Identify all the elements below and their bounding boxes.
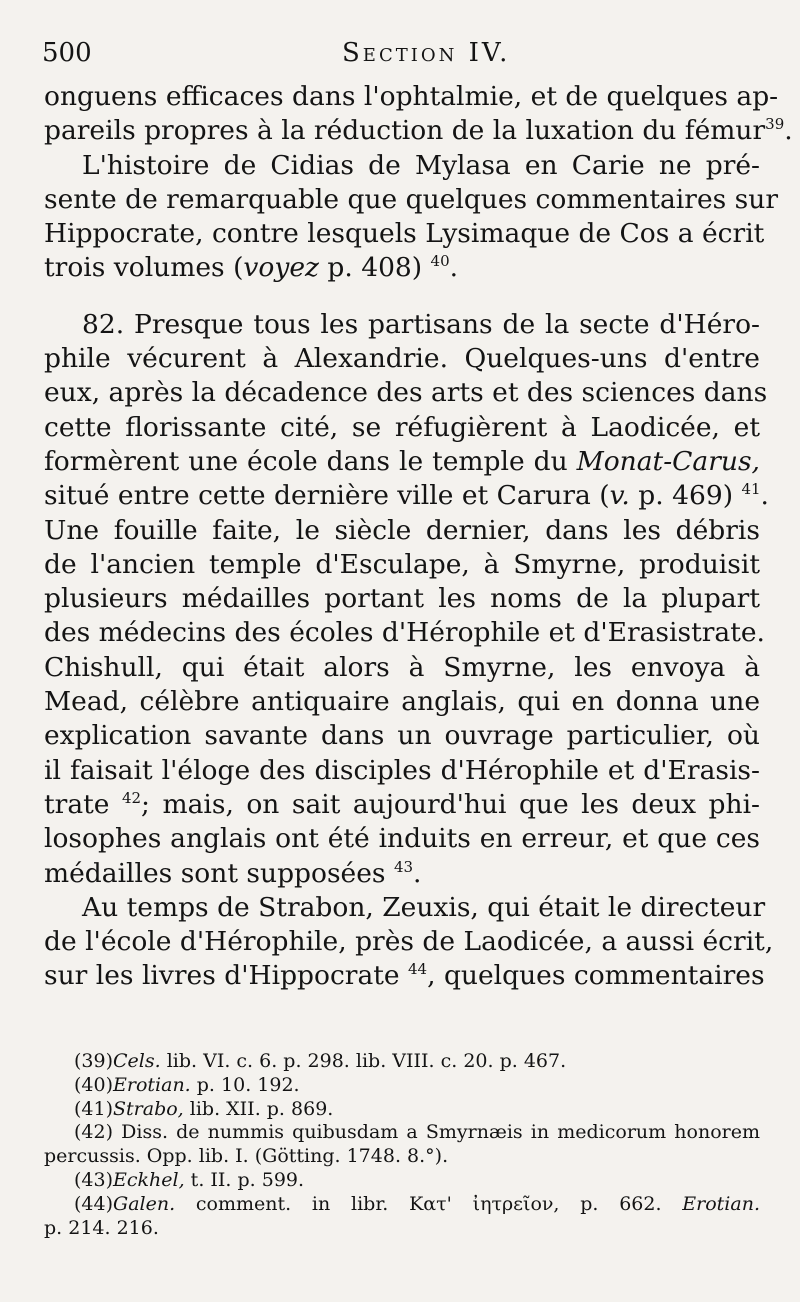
text-line: trois volumes (voyez p. 408) $^{40}$. xyxy=(44,252,459,284)
text-line: Une fouille faite, le siècle dernier, dans les débris xyxy=(44,514,760,546)
footnote-44: (44)Galen. comment. in libr. Κατ' ἰητρεῖον, p. 662. Erotian. xyxy=(74,1192,760,1215)
text-line: losophes anglais ont été induits en erreur, et que ces xyxy=(44,823,760,855)
footnote-40: (40)Erotian. p. 10. 192. xyxy=(74,1073,300,1096)
text-line: plusieurs médailles portant les noms de la plupart xyxy=(44,583,760,615)
footnote-ref-42: 42 xyxy=(121,789,142,808)
footnote-ref-41: 41 xyxy=(741,480,761,499)
text-line: formèrent une école dans le temple du Monat-Carus, xyxy=(44,445,760,477)
text-line: phile vécurent à Alexandrie. Quelques-uns d'entre xyxy=(44,343,760,375)
footnote-44-continued: p. 214. 216. xyxy=(44,1216,159,1239)
footnote-41: (41)Strabo, lib. XII. p. 869. xyxy=(74,1097,334,1120)
text-line: explication savante dans un ouvrage particulier, où xyxy=(44,720,760,752)
text-line: de l'ancien temple d'Esculape, à Smyrne, produisit xyxy=(44,548,760,580)
page-header xyxy=(42,38,770,72)
text-line: de l'école d'Hérophile, près de Laodicée, a aussi écrit, xyxy=(44,926,774,958)
text-line: médailles sont supposées $^{43}$. xyxy=(44,857,422,889)
text-line: onguens efficaces dans l'ophtalmie, et de quelques ap- xyxy=(44,81,779,112)
text-line: L'histoire de Cidias de Mylasa en Carie ne pré- xyxy=(82,149,760,181)
text-line: pareils propres à la réduction de la luxation du fémur$^{39}$. xyxy=(44,115,793,147)
footnotes xyxy=(44,1050,760,1240)
text-line: Mead, célèbre antiquaire anglais, qui en donna une xyxy=(44,686,760,718)
footnote-39: (39)Cels. lib. VI. c. 6. p. 298. lib. VIII. c. 20. p. 467. xyxy=(74,1050,567,1072)
footnote-ref-39: 39 xyxy=(765,115,785,134)
body-text xyxy=(44,80,793,994)
text-line: cette florissante cité, se réfugièrent à Laodicée, et xyxy=(44,411,760,443)
page-number: 500 xyxy=(42,38,92,68)
text-line: Au temps de Strabon, Zeuxis, qui était le directeur xyxy=(82,891,766,923)
footnote-ref-43: 43 xyxy=(393,857,414,876)
text-line: sente de remarquable que quelques commentaires sur xyxy=(44,183,778,215)
running-head: Section IV. xyxy=(342,38,511,68)
text-line: eux, après la décadence des arts et des sciences dans xyxy=(44,377,768,409)
text-line: Chishull, qui était alors à Smyrne, les envoya à xyxy=(44,651,760,683)
footnote-ref-44: 44 xyxy=(408,960,428,979)
text-line: sur les livres d'Hippocrate $^{44}$, quelques commentaires xyxy=(44,960,765,992)
section-number: 82. Presque tous les partisans de la secte d'Héro- xyxy=(82,308,760,340)
footnote-42-continued: percussis. Opp. lib. I. (Götting. 1748. 8.°). xyxy=(44,1145,449,1168)
text-line: des médecins des écoles d'Hérophile et d'Erasistrate. xyxy=(44,617,765,649)
text-line xyxy=(44,308,760,342)
footnote-42: (42) Diss. de nummis quibusdam a Smyrnæis in medicorum honorem xyxy=(74,1121,760,1144)
text-line: trate $^{42}$; mais, on sait aujourd'hui que les deux phi- xyxy=(44,788,760,820)
text-line: situé entre cette dernière ville et Carura (v. p. 469) $^{41}$. xyxy=(44,480,769,512)
footnote-43: (43)Eckhel, t. II. p. 599. xyxy=(74,1168,305,1191)
text-line: Hippocrate, contre lesquels Lysimaque de Cos a écrit xyxy=(44,218,765,250)
text-line: il faisait l'éloge des disciples d'Hérophile et d'Erasis- xyxy=(44,754,760,786)
footnote-ref-40: 40 xyxy=(430,252,450,271)
